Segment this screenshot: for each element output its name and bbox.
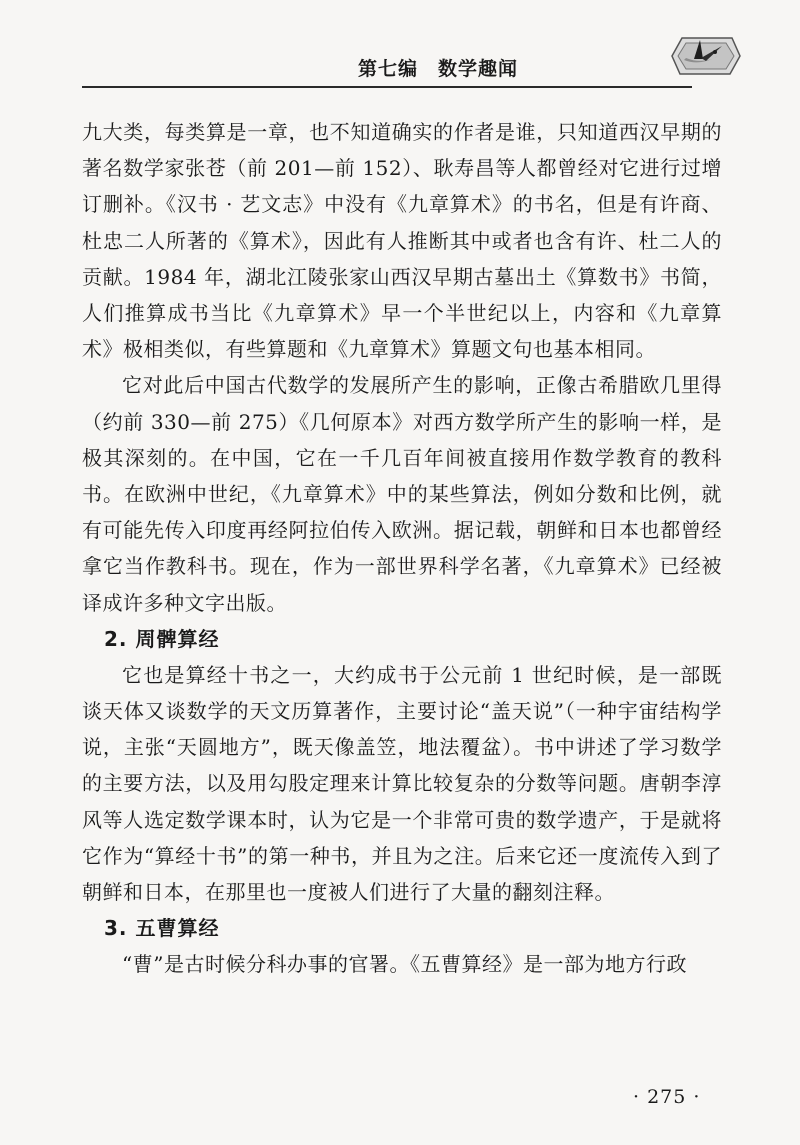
page-header — [0, 0, 800, 100]
header-rule — [82, 86, 692, 88]
paragraph-continued: 九大类，每类算是一章，也不知道确实的作者是谁，只知道西汉早期的著名数学家张苍（前 201—前 152）、耿寿昌等人都曾经对它进行过增订删补。《汉书 · 艺文志》中没有《九章算术》的书名，但是有许商、杜忠二人所著的《算术》，因此有人推断其中或者也含有许、杜二人的贡献。1984 年，湖北江陵张家山西汉早期古墓出土《算数书》书简，人们推算成书当比《九章算术》早一个半世纪以上，内容和《九章算术》极相类似，有些算题和《九章算术》算题文句也基本相同。 — [82, 120, 722, 362]
body-text — [82, 114, 722, 982]
paragraph-wucao: “曹”是古时候分科办事的官署。《五曹算经》是一部为地方行政 — [122, 952, 687, 977]
paragraph-zhoubi: 它也是算经十书之一，大约成书于公元前 1 世纪时候，是一部既谈天体又谈数学的天文历算著作，主要讨论“盖天说”（一种宇宙结构学说，主张“天圆地方”，既天像盖笠，地法覆盆）。书中讲述了学习数学的主要方法，以及用勾股定理来计算比较复杂的分数等问题。唐朝李淳风等人选定数学课本时，认为它是一个非常可贵的数学遗产，于是就将它作为“算经十书”的第一种书，并且为之注。后来它还一度流传入到了朝鲜和日本，在那里也一度被人们进行了大量的翻刻注释。 — [82, 662, 722, 905]
section-heading-wucao: 3. 五曹算经 — [104, 916, 220, 941]
chapter-title: 第七编 数学趣闻 — [358, 58, 519, 80]
paragraph-influence: 它对此后中国古代数学的发展所产生的影响，正像古希腊欧几里得（约前 330—前 275）《几何原本》对西方数学所产生的影响一样，是极其深刻的。在中国，它在一千几百年间被直接用作数学教育的教科书。在欧洲中世纪，《九章算术》中的某些算法，例如分数和比例，就有可能先传入印度再经阿拉伯传入欧洲。据记载，朝鲜和日本也都曾经拿它当作教科书。现在，作为一部世界科学名著，《九章算术》已经被译成许多种文字出版。 — [82, 373, 722, 615]
section-heading-zhoubi: 2. 周髀算经 — [104, 626, 220, 651]
chapter-emblem-icon — [668, 30, 742, 80]
page-number: · 275 · — [633, 1086, 701, 1108]
